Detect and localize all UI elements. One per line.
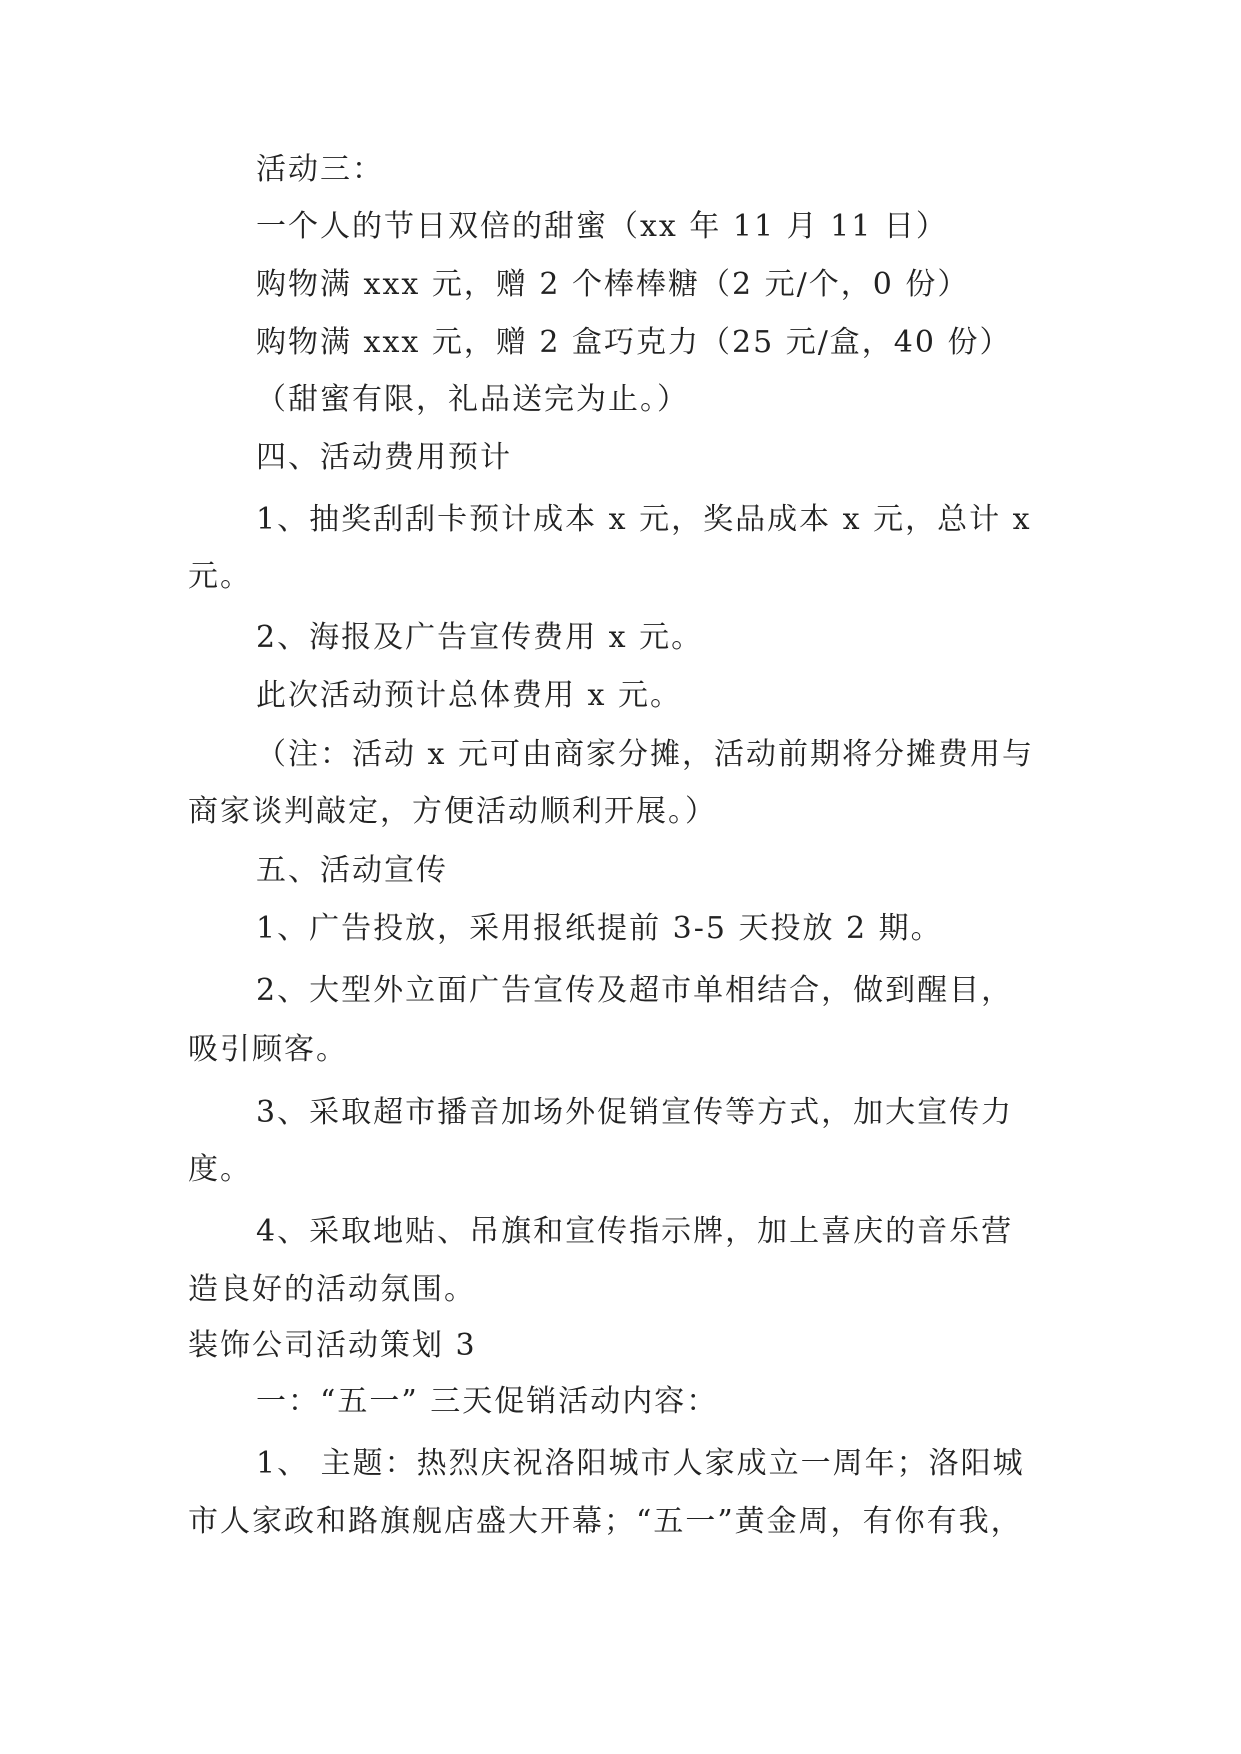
text-line: 此次活动预计总体费用 x 元。 (256, 678, 682, 713)
document-title: 装饰公司活动策划 3 (188, 1328, 477, 1363)
text-line: （甜蜜有限，礼品送完为止。） (256, 382, 689, 417)
text-line: 活动三： (256, 152, 384, 187)
text-line: 造良好的活动氛围。 (188, 1272, 476, 1307)
text-line: 度。 (188, 1152, 252, 1187)
text-line: 吸引顾客。 (188, 1032, 348, 1067)
text-line: 3、采取超市播音加场外促销宣传等方式，加大宣传力 (256, 1095, 1014, 1130)
text-line: 1、抽奖刮刮卡预计成本 x 元，奖品成本 x 元，总计 x (256, 502, 1032, 537)
text-line: 1、 主题：热烈庆祝洛阳城市人家成立一周年；洛阳城 (256, 1446, 1025, 1481)
section-heading: 四、活动费用预计 (256, 440, 512, 475)
text-line: 市人家政和路旗舰店盛大开幕；“五一”黄金周，有你有我， (188, 1504, 1023, 1539)
text-line: 购物满 xxx 元，赠 2 个棒棒糖（2 元/个，0 份） (256, 267, 970, 302)
section-heading: 一：“五一” 三天促销活动内容： (256, 1384, 719, 1419)
text-line: 2、海报及广告宣传费用 x 元。 (256, 620, 704, 655)
text-line: （注：活动 x 元可由商家分摊，活动前期将分摊费用与 (256, 737, 1034, 772)
text-line: 元。 (188, 559, 252, 594)
text-line: 2、大型外立面广告宣传及超市单相结合，做到醒目， (256, 973, 1014, 1008)
section-heading: 五、活动宣传 (256, 853, 448, 888)
text-line: 4、采取地贴、吊旗和宣传指示牌，加上喜庆的音乐营 (256, 1214, 1014, 1249)
text-line: 一个人的节日双倍的甜蜜（xx 年 11 月 11 日） (256, 209, 948, 244)
text-line: 商家谈判敲定，方便活动顺利开展。） (188, 794, 717, 829)
text-line: 1、广告投放，采用报纸提前 3-5 天投放 2 期。 (256, 911, 943, 946)
text-line: 购物满 xxx 元，赠 2 盒巧克力（25 元/盒，40 份） (256, 325, 1012, 360)
